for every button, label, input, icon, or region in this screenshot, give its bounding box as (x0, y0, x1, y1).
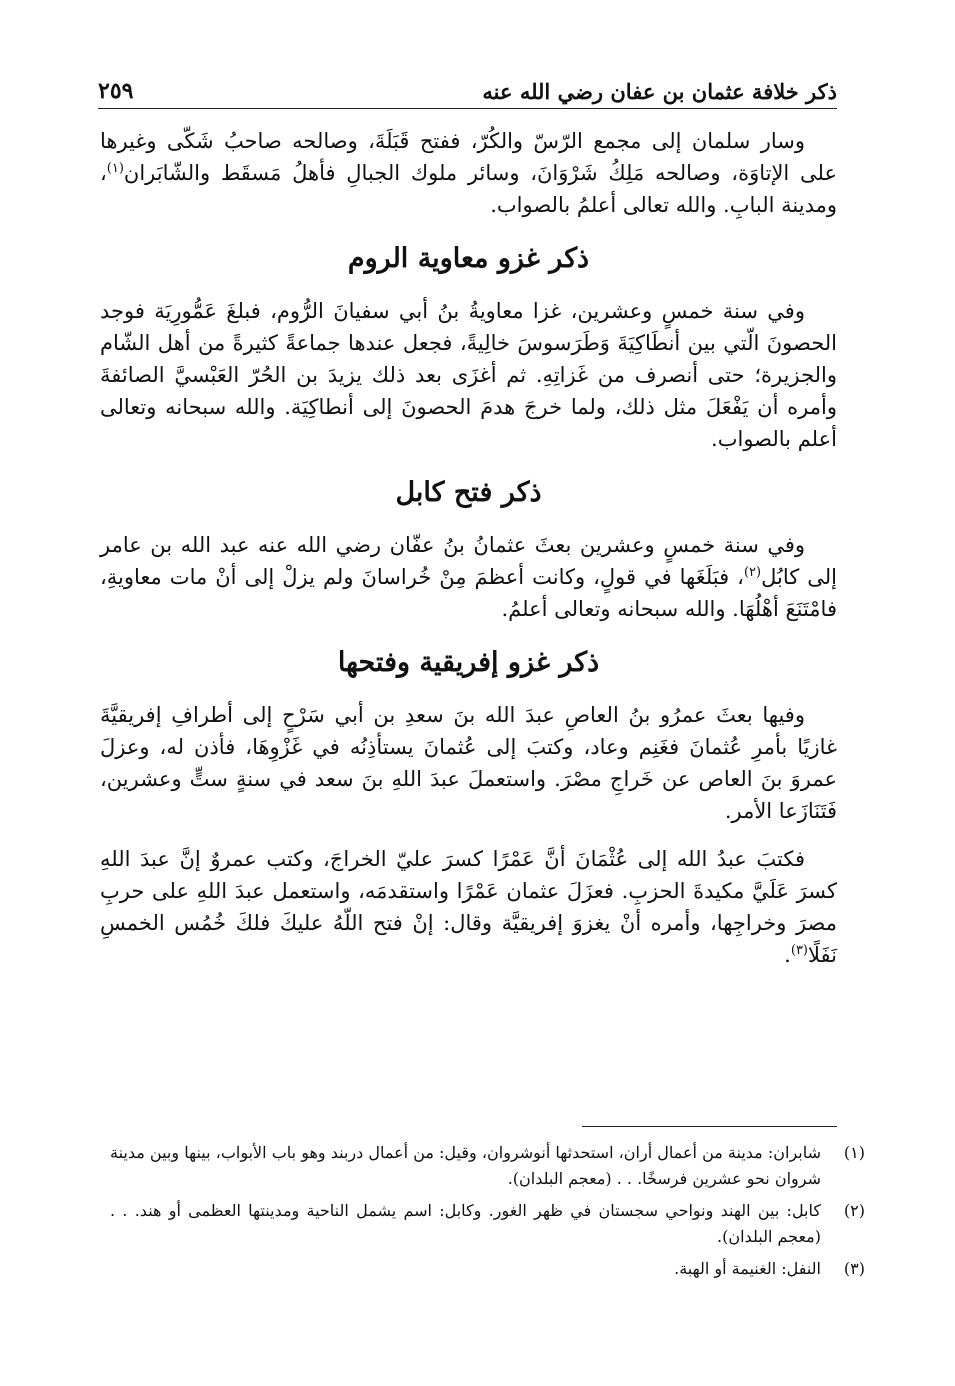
footnotes (110, 1140, 865, 1288)
section-heading-ifriqiya: ذكر غزو إفريقية وفتحها (337, 647, 600, 678)
paragraph-ifriqiya-1: وفيها بعثَ عمرُو بنُ العاصِ عبدَ الله بنَ سعدِ بن أبي سَرْحٍ إلى أطرافِ إفريقيَّةَ غازيًا بأمرِ عُثمانَ فغَنِم وعاد، وكتبَ إلى عُثمانَ يستأذِنُه في غَزْوِهَا، فأذن له، وعزلَ عمروَ بنَ العاص عن خَراجِ مصْرَ. واستعملَ عبدَ اللهِ بنَ سعد في سنةٍ ستٍّ وعشرين، فَتَنَازَعا الأمر. (100, 703, 837, 823)
footnote-number: (٢) (843, 1201, 865, 1220)
paragraph-text: . (784, 943, 791, 967)
footnote-ref-1: (١) (106, 161, 124, 176)
paragraph-kabul (100, 529, 837, 625)
footnote-number: (٣) (843, 1259, 865, 1278)
footnote-item (110, 1198, 865, 1250)
footnote-number: (١) (843, 1143, 865, 1162)
section-heading-kabul: ذكر فتح كابل (395, 477, 542, 508)
paragraph-ifriqiya-2 (100, 843, 837, 971)
paragraph-text: ، فبَلَغَها في قولٍ، وكانت أعظمَ مِنْ خُراسانَ ولم يزلْ إلى أنْ مات معاويةِ، فامْتَنَعَ أهْلُهَا. والله سبحانه وتعالى أعلمُ. (100, 565, 837, 621)
footnote-text: كابل: بين الهند ونواحي سجستان في ظهر الغور. وكابل: اسم يشمل الناحية ومدينتها العظمى أو هند. . . (معجم البلدان). (110, 1201, 822, 1246)
footnote-divider (582, 1126, 837, 1127)
paragraph-text: فكتبَ عبدُ الله إلى عُثْمَانَ أنَّ عَمْرًا كسرَ عليّ الخراجَ، وكتب عمروٌ إنَّ عبدَ اللهِ كسرَ عَلَيَّ مكيدةَ الحزبِ. فعزَلَ عثمان عَمْرًا واستقدمَه، واستعمل عبدَ اللهِ على حربِ مصرَ وخراجِها، وأمره أنْ يغزوَ إفريقيَّة وقال: إنْ فتح اللّهُ عليكَ فلكَ خُمُس الخمسِ نَفَلًا (100, 847, 837, 967)
paragraph-muawiya: وفي سنة خمسٍ وعشرين، غزا معاويةُ بنُ أبي سفيانَ الرُّوم، فبلغَ عَمُّورِيَة فوجد الحصونَ الّتي بين أنطَاكِيَةَ وَطَرَسوسَ خالِيةً، فجعل عندها جماعةً كثيرةً من أهل الشّام والجزيرة؛ حتى أنصرف من غَزاتِهِ. ثم أغزَى بعد ذلك يزيدَ بن الحُرّ العَبْسيَّ الصائفةَ وأمره أن يَفْعَلَ مثل ذلك، ولما خرجَ هدمَ الحصونَ إلى أنطاكِيَة. والله سبحانه وتعالى أعلم بالصواب. (100, 299, 837, 451)
footnote-text: شابران: مدينة من أعمال أران، استحدثها أنوشروان، وقيل: من أعمال دربند وهو باب الأبواب، بينها وبين مدينة شروان نحو عشرين فرسخًا. . . (معجم البلدان). (110, 1143, 821, 1188)
footnote-item (110, 1256, 865, 1282)
main-text (100, 125, 837, 971)
paragraph-gap (100, 827, 837, 843)
footnote-ref-2: (٢) (743, 565, 762, 580)
chapter-title: ذكر خلافة عثمان بن عفان رضي الله عنه (482, 79, 837, 104)
footnote-item (110, 1140, 865, 1192)
section-heading-muawiya: ذكر غزو معاوية الروم (347, 243, 590, 274)
page-number: ٢٥٩ (98, 78, 134, 104)
paragraph-salman (100, 125, 837, 221)
paragraph-text: وفي سنة خمسٍ وعشرين بعثَ عثمانُ بنُ عفّان رضي الله عنه عبد الله بن عامر إلى كابُل (100, 533, 837, 589)
paragraph-text: ، ومدينة البابِ. والله تعالى أعلمُ بالصواب. (100, 161, 837, 217)
paragraph-text: وسار سلمان إلى مجمع الرّسّ والكُرّ، ففتح قَبَلَةَ، وصالحه صاحبُ شَكّى وغيرها على الإتاوَة، وصالحه مَلِكُ شَرْوَانَ، وسائر ملوك الجبالِ فأهلُ مَسقَط والشّابَران (100, 129, 837, 185)
footnote-ref-3: (٣) (790, 943, 808, 958)
footnote-text: النفل: الغنيمة أو الهبة. (674, 1259, 821, 1278)
running-header (98, 68, 837, 109)
